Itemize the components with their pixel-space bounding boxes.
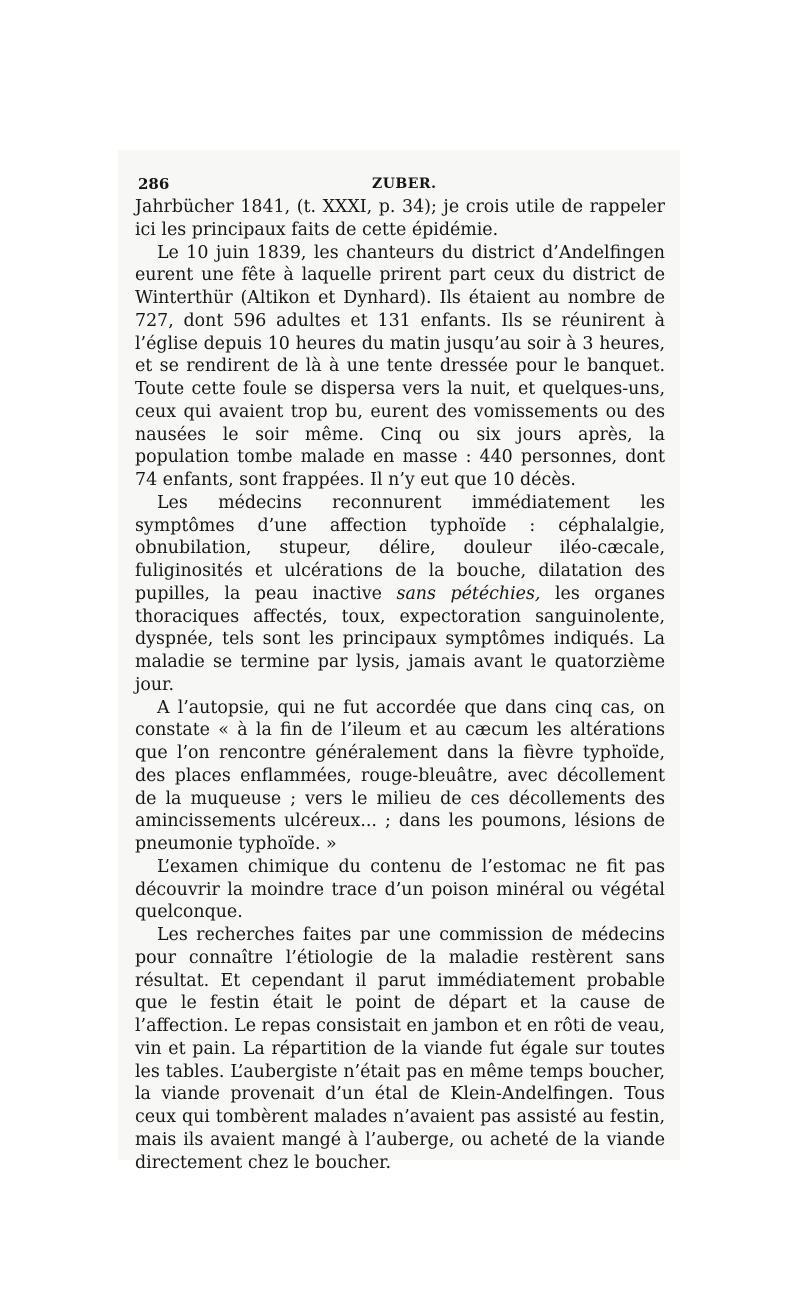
paragraph-epidemic-account: Le 10 juin 1839, les chanteurs du district d’Andelfingen eurent une fête à laquelle prirent part ceux du district de Winterthür (Altikon et Dynhard). Ils étaient au nombre de 727, dont 596 adultes et 131 enfants. Ils se réunirent à l’église depuis 10 heures du matin jusqu’au soir à 3 heures, et se rendirent de là à une tente dressée pour le banquet. Toute cette foule se dispersa vers la nuit, et quelques-uns, ceux qui avaient trop bu, eurent des vomissements ou des nausées le soir même. Cinq ou six jours après, la population tombe malade en masse : 440 personnes, dont 74 enfants, sont frappées. Il n’y eut que 10 décès. (135, 242, 665, 490)
paragraph-investigation: Les recherches faites par une commission de médecins pour connaître l’étiologie de la maladie restèrent sans résultat. Et cependant il parut immédiatement probable que le festin était le point de départ et la cause de l’affection. Le repas consistait en jambon et en rôti de veau, vin et pain. La répartition de la viande fut égale sur toutes les tables. L’aubergiste n’était pas en même temps boucher, la viande provenait d’un étal de Klein-Andelfingen. Tous ceux qui tombèrent malades n’avaient pas assisté au festin, mais ils avaient mangé à l’auberge, ou acheté de la viande directement chez le boucher. (135, 925, 665, 1173)
paragraph-symptoms-italic: sans pétéchies, (396, 583, 541, 604)
running-head: ZUBER. (372, 176, 437, 192)
paragraph-symptoms (135, 492, 665, 697)
paragraph-symptoms-text-before: Les médecins reconnurent immédiatement les symptômes d’une affection typhoïde : céphalalgie, obnubilation, stupeur, délire, douleur iléo-cæcale, fuliginosités et ulcérations de la bouche, dilatation des pupilles, la peau inactive (135, 492, 665, 604)
page-header (135, 172, 665, 196)
paragraph-chemical-exam: L’examen chimique du contenu de l’estomac ne fit pas découvrir la moindre trace d’un poison minéral ou végétal quelconque. (135, 856, 665, 923)
page-number: 286 (138, 175, 170, 193)
paragraph-autopsy: A l’autopsie, qui ne fut accordée que dans cinq cas, on constate « à la fin de l’ileum et au cæcum les altérations que l’on rencontre généralement dans la fièvre typhoïde, des places enflammées, rouge-bleuâtre, avec décollement de la muqueuse ; vers le milieu de ces décollements des amincissements ulcéreux... ; dans les poumons, lésions de pneumonie typhoïde. » (135, 697, 665, 854)
book-page (135, 172, 665, 1174)
paragraph-continuation: Jahrbücher 1841, (t. XXXI, p. 34); je crois utile de rappeler ici les principaux faits de cette épidémie. (135, 197, 665, 240)
paragraph-symptoms-text-after: les organes thoraciques affectés, toux, expectoration sanguinolente, dyspnée, tels sont les principaux symptômes indiqués. La maladie se termine par lysis, jamais avant le quatorzième jour. (135, 583, 665, 695)
